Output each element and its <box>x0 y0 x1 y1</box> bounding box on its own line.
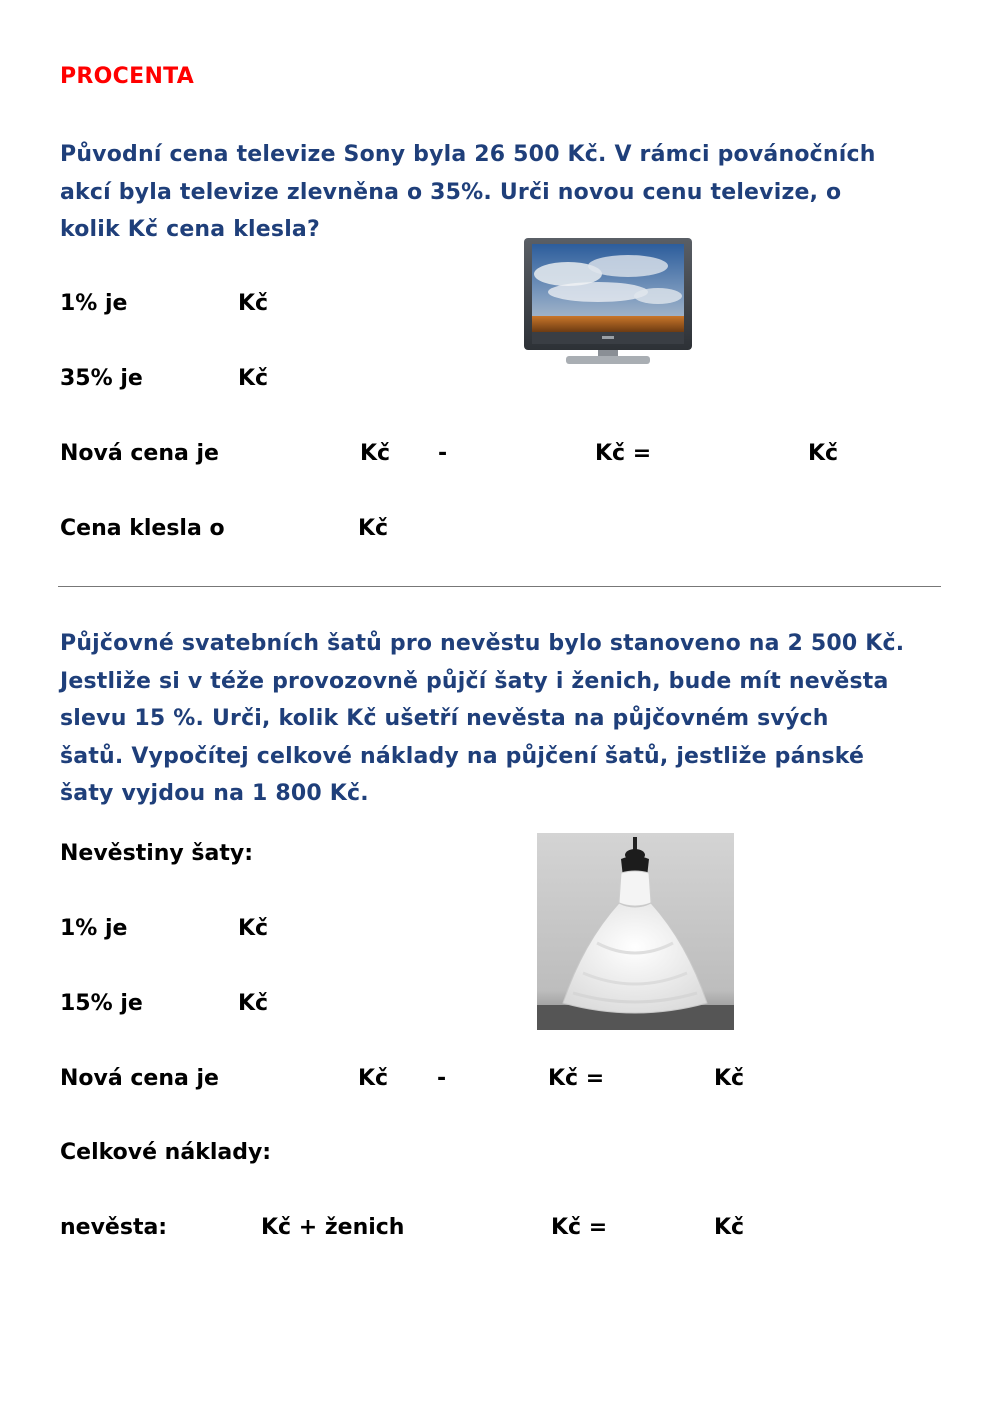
p2-sum-label: nevěsta: <box>60 1215 168 1240</box>
wedding-dress-icon <box>537 833 734 1030</box>
p2-15-percent-label: 15% je <box>60 991 143 1016</box>
problem-2-text <box>60 625 904 813</box>
problem-1-line: kolik Kč cena klesla? <box>60 217 320 242</box>
section-divider <box>58 586 941 587</box>
problem-2-line: Půjčovné svatebních šatů pro nevěstu bylo stanoveno na 2 500 Kč. <box>60 631 905 656</box>
p1-decrease-label: Cena klesla o <box>60 516 225 541</box>
p1-new-price-unit-2: Kč = <box>595 441 652 466</box>
p1-one-percent-label: 1% je <box>60 291 128 316</box>
p2-bride-dress-label: Nevěstiny šaty: <box>60 841 254 866</box>
p2-one-percent-unit: Kč <box>238 916 269 941</box>
problem-1-line: Původní cena televize Sony byla 26 500 Kč. V rámci povánočních <box>60 142 876 167</box>
problem-1-text <box>60 136 876 249</box>
p2-new-price-label: Nová cena je <box>60 1066 219 1091</box>
p2-15-percent-unit: Kč <box>238 991 269 1016</box>
problem-1-line: akcí byla televize zlevněna o 35%. Urči novou cenu televize, o <box>60 179 842 205</box>
p2-new-price-unit-1: Kč <box>358 1066 389 1091</box>
television-icon <box>518 234 698 379</box>
p2-sum-unit-3: Kč <box>714 1215 745 1240</box>
p1-new-price-unit-3: Kč <box>808 441 839 466</box>
page-title: PROCENTA <box>60 64 195 89</box>
p1-new-price-unit-1: Kč <box>360 441 391 466</box>
p1-35-percent-unit: Kč <box>238 366 269 391</box>
problem-2-line: Jestliže si v téže provozovně půjčí šaty i ženich, bude mít nevěsta <box>60 668 889 694</box>
p2-one-percent-label: 1% je <box>60 916 128 941</box>
p2-sum-unit-2: Kč = <box>551 1215 608 1240</box>
p1-decrease-unit: Kč <box>358 516 389 541</box>
p2-total-costs-label: Celkové náklady: <box>60 1140 272 1165</box>
p1-new-price-minus: - <box>438 441 448 466</box>
problem-2-line: šaty vyjdou na 1 800 Kč. <box>60 781 369 806</box>
p2-new-price-unit-2: Kč = <box>548 1066 605 1091</box>
p1-new-price-label: Nová cena je <box>60 441 219 466</box>
p1-one-percent-unit: Kč <box>238 291 269 316</box>
p2-sum-unit-1: Kč + ženich <box>261 1215 405 1240</box>
p2-new-price-unit-3: Kč <box>714 1066 745 1091</box>
p2-new-price-minus: - <box>437 1066 447 1091</box>
p1-35-percent-label: 35% je <box>60 366 143 391</box>
problem-2-line: šatů. Vypočítej celkové náklady na půjčení šatů, jestliže pánské <box>60 743 865 769</box>
problem-2-line: slevu 15 %. Urči, kolik Kč ušetří nevěsta na půjčovném svých <box>60 706 829 731</box>
